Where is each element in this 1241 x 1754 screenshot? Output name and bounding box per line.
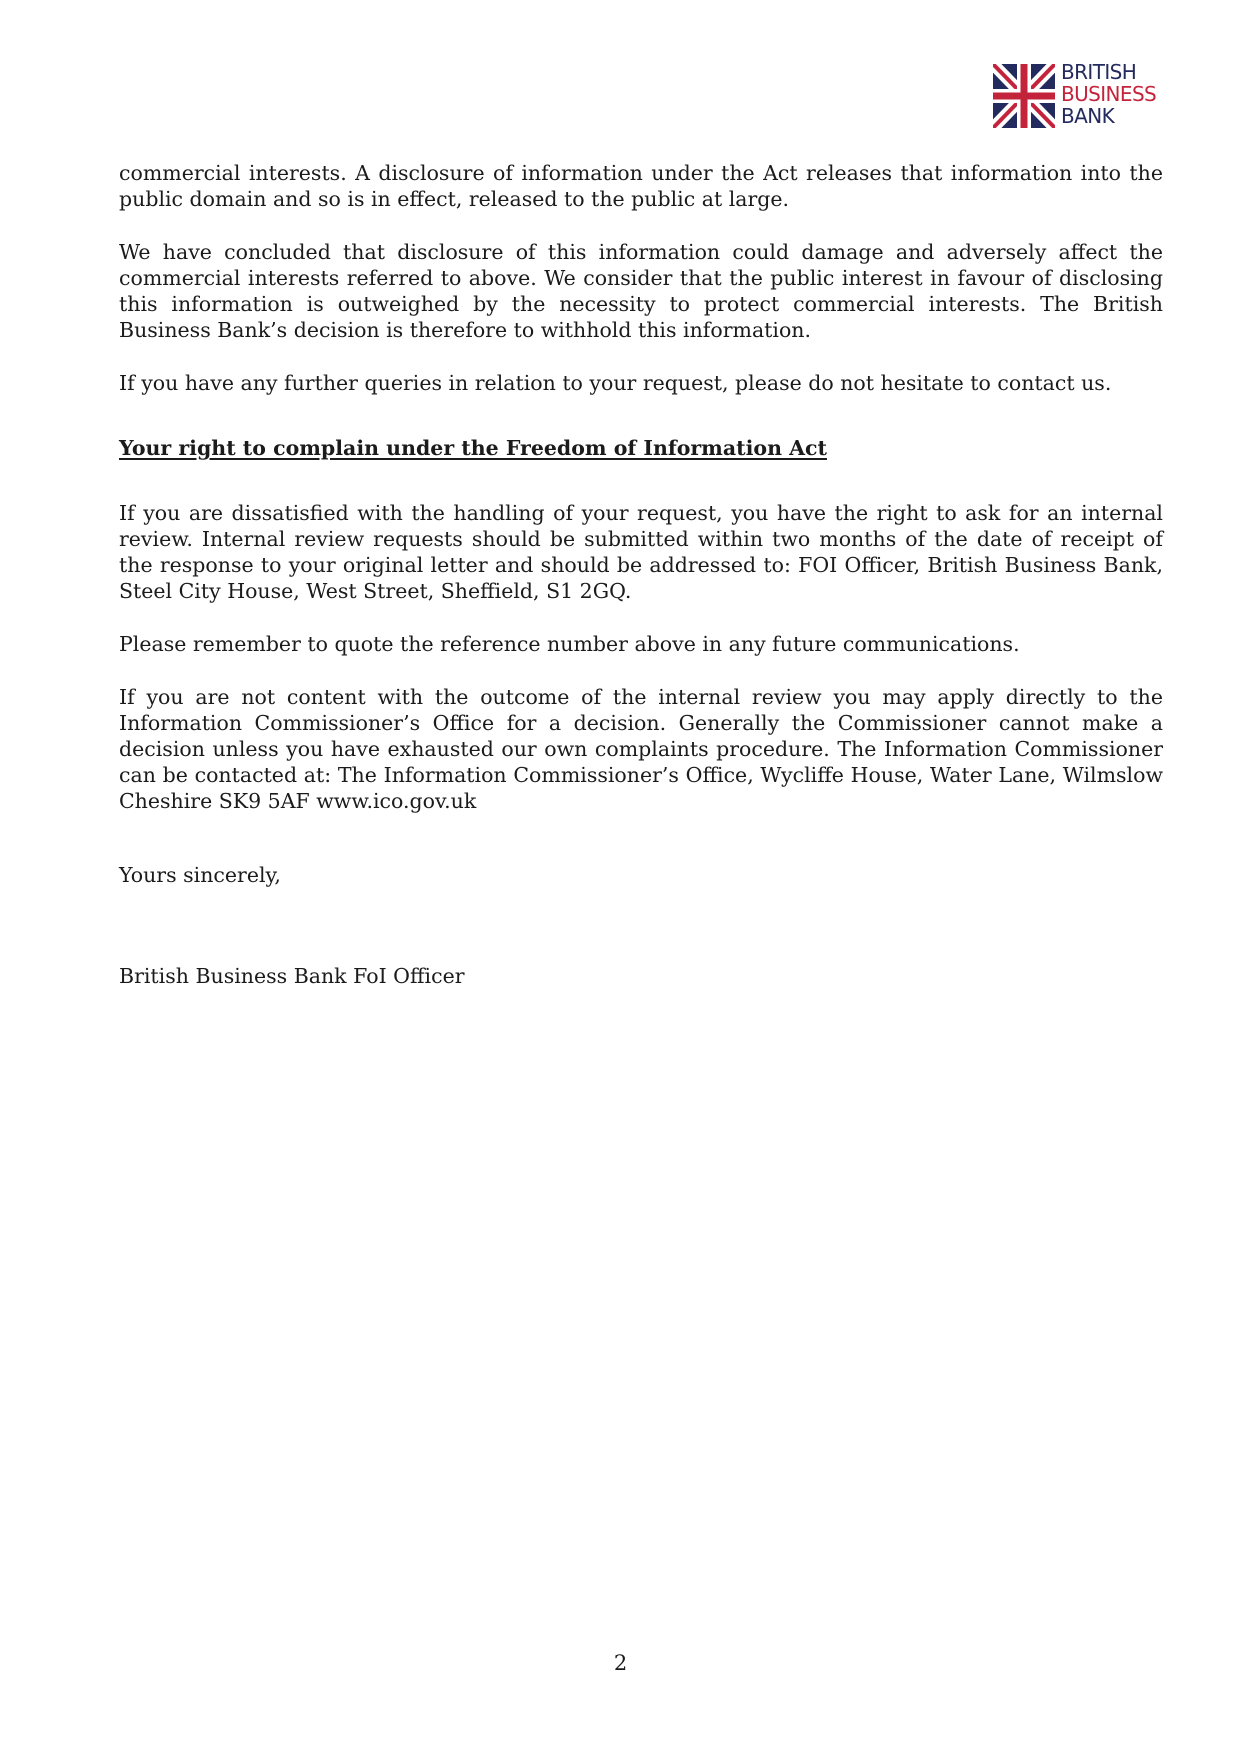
- paragraph-reference-number: Please remember to quote the reference number above in any future communications.: [119, 632, 1020, 656]
- logo-word-bank: BANK: [1061, 104, 1115, 128]
- section-heading-right-to-complain: Your right to complain under the Freedom of Information Act: [119, 436, 827, 460]
- paragraph-commercial-interests: commercial interests. A disclosure of information under the Act releases that information into the public domain and so is in effect, released to the public at large.: [119, 161, 1163, 211]
- paragraph-information-commissioner: If you are not content with the outcome of the internal review you may apply directly to the Information Commissioner’s Office for a decision. Generally the Commissioner cannot make a decision unless you have exhausted our own complaints procedure. The Information Commissioner can be contacted at: The Information Commissioner’s Office, Wycliffe House, Water Lane, Wilmslow Cheshire SK9 5AF www.ico.gov.uk: [119, 685, 1163, 813]
- logo-wordmark: [1061, 61, 1156, 127]
- paragraph-internal-review: If you are dissatisfied with the handling of your request, you have the right to ask for an internal review. Internal review requests should be submitted within two months of the date of receipt of the response to your original letter and should be addressed to: FOI Officer, British Business Bank, Steel City House, West Street, Sheffield, S1 2GQ.: [119, 501, 1163, 603]
- logo-word-business: BUSINESS: [1061, 82, 1157, 106]
- paragraph-conclusion: We have concluded that disclosure of this information could damage and adversely affect the commercial interests referred to above. We consider that the public interest in favour of disclosing this information is outweighed by the necessity to protect commercial interests. The British Business Bank’s decision is therefore to withhold this information.: [119, 240, 1163, 342]
- british-business-bank-logo: [993, 62, 1183, 132]
- closing-salutation: Yours sincerely,: [119, 863, 281, 887]
- page-number: 2: [613, 1651, 628, 1675]
- paragraph-further-queries: If you have any further queries in relation to your request, please do not hesitate to contact us.: [119, 371, 1112, 395]
- signature-line: British Business Bank FoI Officer: [119, 964, 465, 988]
- letter-body: [119, 160, 1163, 989]
- logo-word-british: BRITISH: [1061, 60, 1137, 84]
- union-flag-icon: [993, 64, 1055, 128]
